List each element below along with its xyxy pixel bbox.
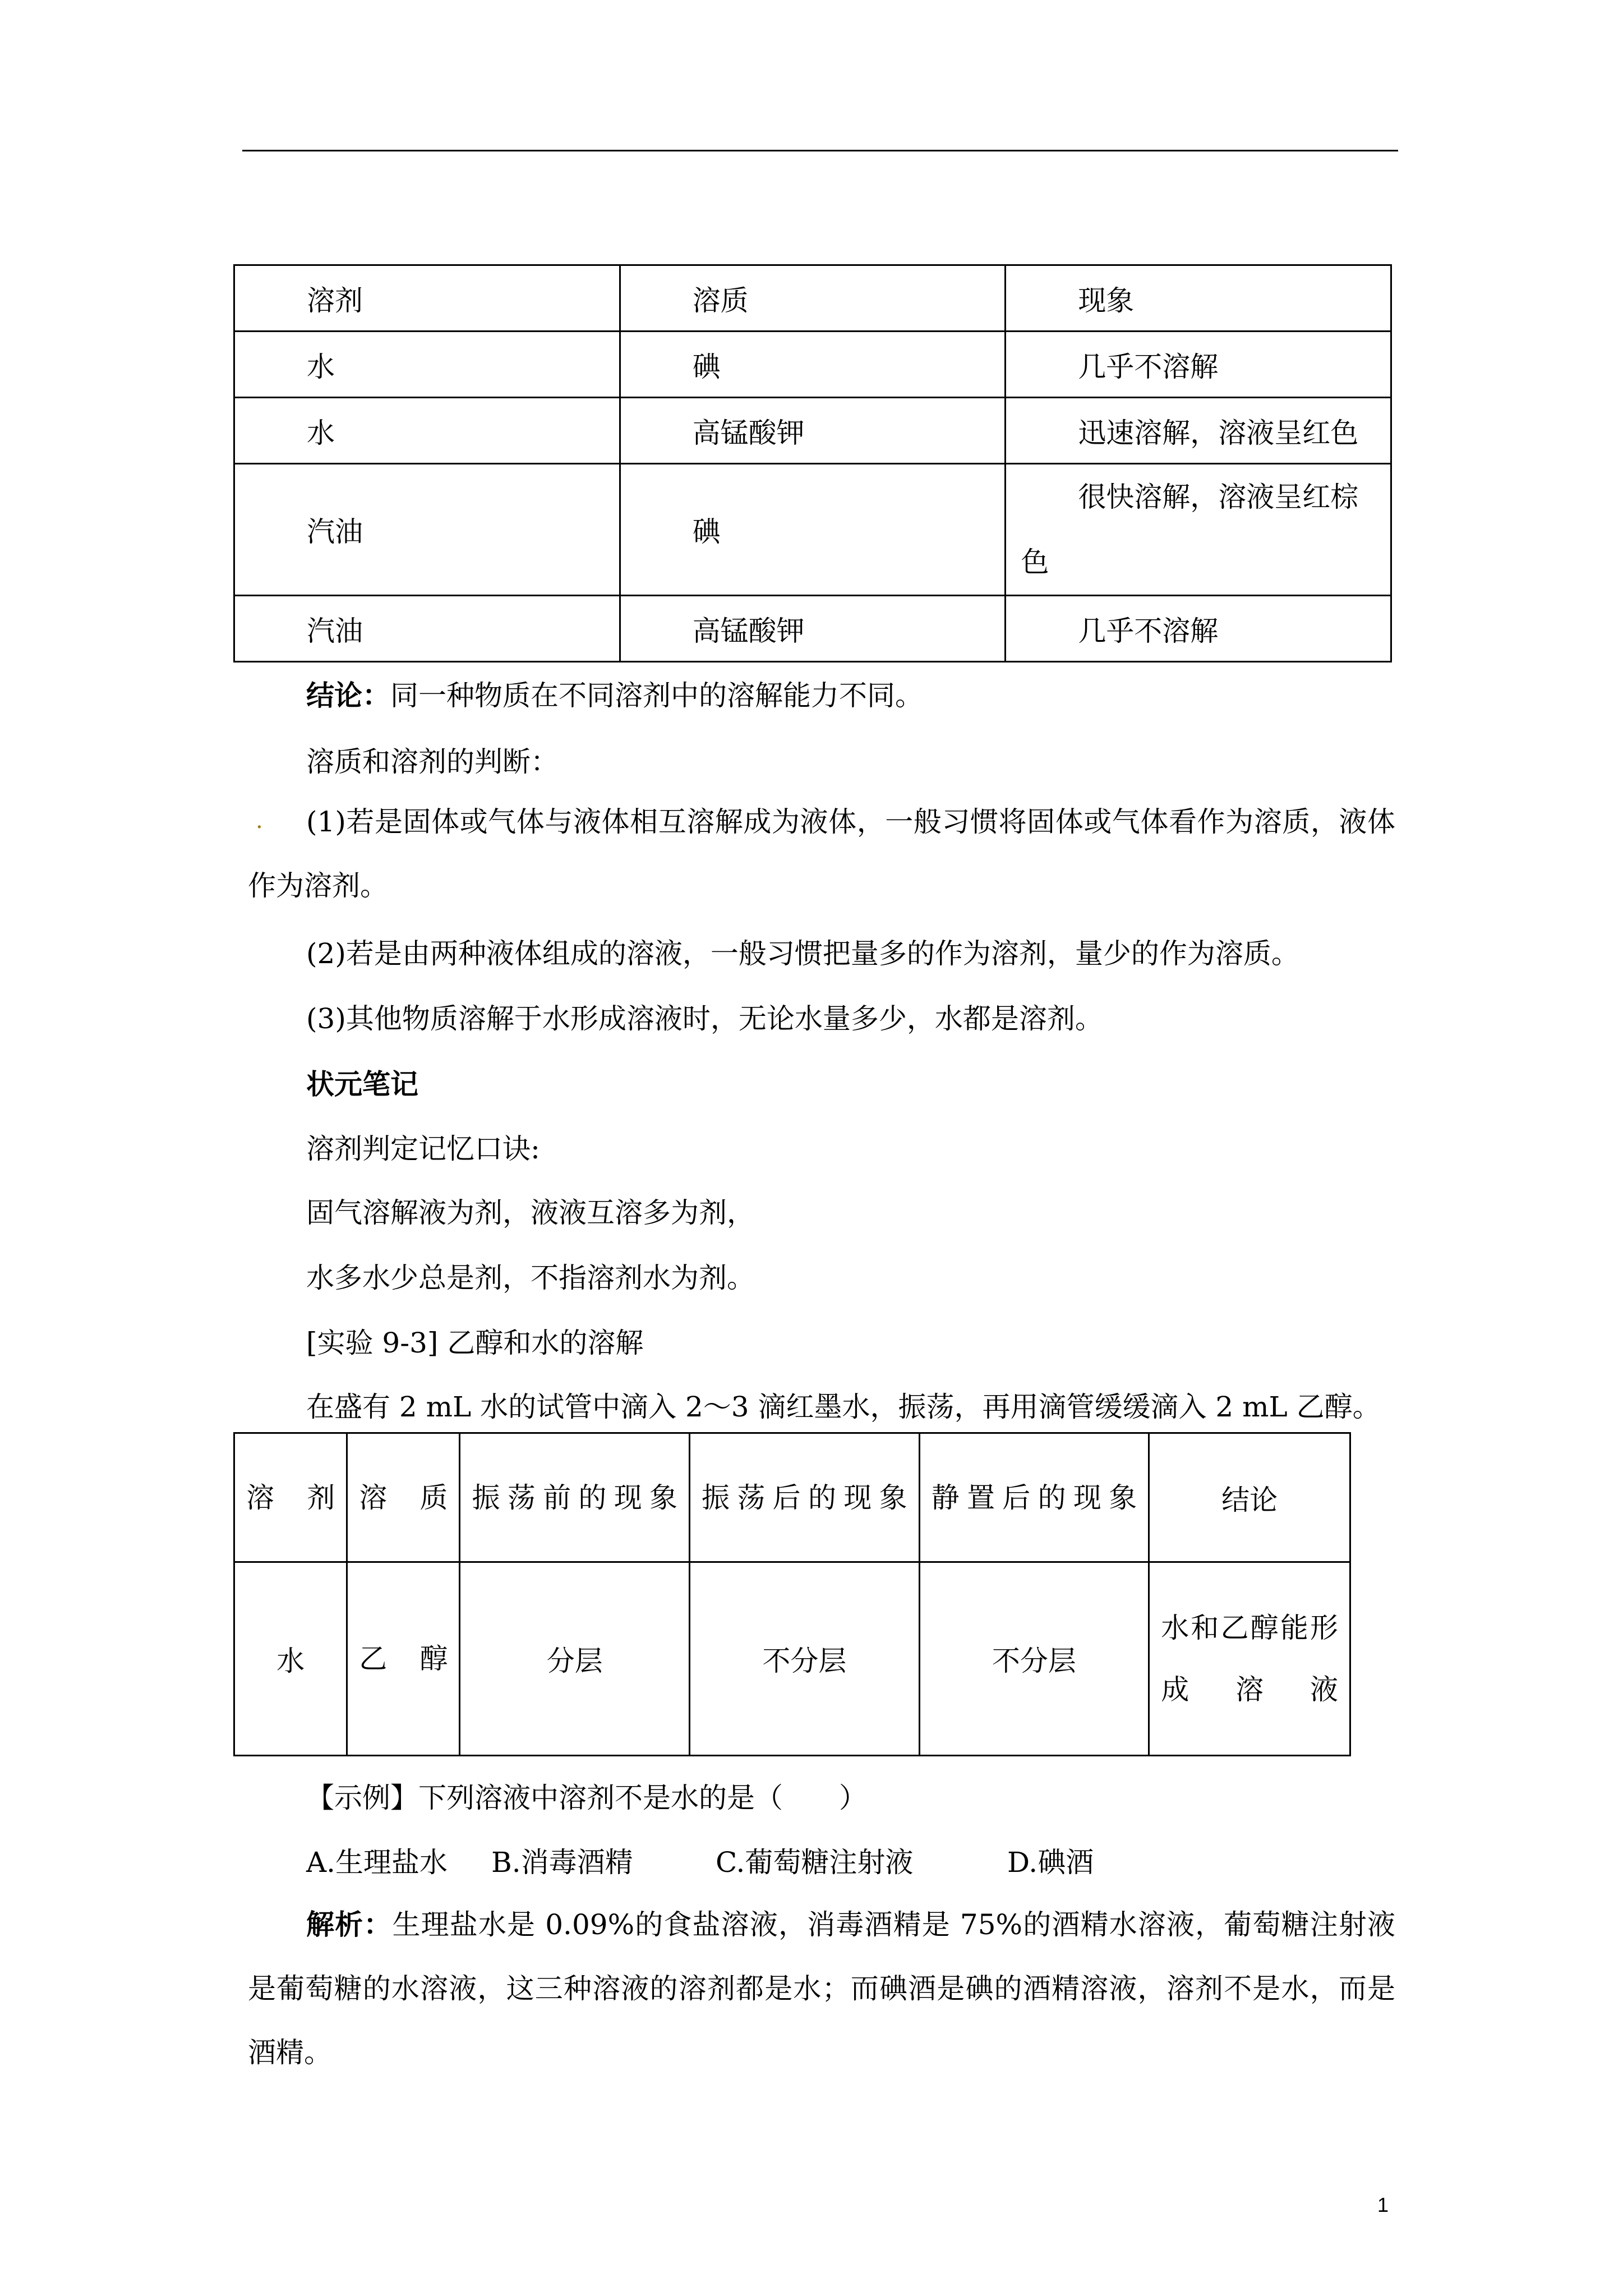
option-c: C.葡萄糖注射液 <box>716 1846 914 1879</box>
table-cell: 高锰酸钾 <box>620 596 1006 662</box>
judgement-title: 溶质和溶剂的判断： <box>306 746 559 778</box>
table-header-cell: 溶剂 <box>234 265 620 332</box>
table-cell: 水 <box>234 1562 347 1756</box>
wrapped-line: 很快溶解，溶液呈红棕 <box>1078 481 1359 513</box>
conclusion-label: 结论： <box>306 679 390 712</box>
option-b: B.消毒酒精 <box>491 1846 633 1879</box>
table-cell: 汽油 <box>234 596 620 662</box>
table-cell: 几乎不溶解 <box>1006 596 1391 662</box>
analysis <box>248 1893 1395 2085</box>
experiment-title: [实验 9-3] 乙醇和水的溶解 <box>306 1327 644 1359</box>
option-a: A.生理盐水 <box>306 1846 448 1879</box>
mnemonic-title: 溶剂判定记忆口诀: <box>306 1133 540 1165</box>
table-header-cell: 溶剂 <box>234 1433 347 1562</box>
solubility-table <box>233 264 1392 662</box>
example-question: 【示例】下列溶液中溶剂不是水的是（ ） <box>306 1782 867 1814</box>
experiment-description: 在盛有 2 mL 水的试管中滴入 2～3 滴红墨水，振荡，再用滴管缓缓滴入 2 mL 乙醇。 <box>306 1391 1381 1423</box>
table-cell: 不分层 <box>690 1562 920 1756</box>
rule-3: (3)其他物质溶解于水形成溶液时，无论水量多少，水都是溶剂。 <box>306 1002 1103 1035</box>
table-row <box>234 464 1391 596</box>
table-cell: 碘 <box>620 464 1006 596</box>
table-cell: 汽油 <box>234 464 620 596</box>
mnemonic-line-2: 水多水少总是剂，不指溶剂水为剂。 <box>306 1262 755 1294</box>
page-number: 1 <box>1377 2193 1389 2216</box>
rule-2: (2)若是由两种液体组成的溶液，一般习惯把量多的作为溶剂，量少的作为溶质。 <box>306 937 1299 970</box>
table-header-cell: 振荡后的现象 <box>690 1433 920 1562</box>
header-rule <box>242 150 1398 151</box>
table-header-row <box>234 1433 1350 1562</box>
table-cell: 不分层 <box>919 1562 1149 1756</box>
stray-mark: . <box>256 808 263 834</box>
table-header-cell: 结论 <box>1149 1433 1350 1562</box>
table-header-cell: 静置后的现象 <box>919 1433 1149 1562</box>
wrapped-line: 色 <box>1021 546 1049 578</box>
table-header-row <box>234 265 1391 332</box>
table-header-cell: 现象 <box>1006 265 1391 332</box>
table-row <box>234 1562 1350 1756</box>
rule-1: (1)若是固体或气体与液体相互溶解成为液体，一般习惯将固体或气体看作为溶质，液体作为溶剂。 <box>248 806 1395 902</box>
conclusion <box>306 673 923 714</box>
table-row <box>234 596 1391 662</box>
table-cell: 碘 <box>620 332 1006 398</box>
table-cell: 分层 <box>460 1562 690 1756</box>
example-options <box>306 1840 1094 1880</box>
table-header-cell: 溶质 <box>347 1433 460 1562</box>
table-cell: 水和乙醇能形成溶液 <box>1149 1562 1350 1756</box>
analysis-label: 解析： <box>306 1908 393 1941</box>
table-cell: 水 <box>234 398 620 464</box>
table-cell: 迅速溶解，溶液呈红色 <box>1006 398 1391 464</box>
mnemonic-line-1: 固气溶解液为剂，液液互溶多为剂， <box>306 1197 755 1229</box>
table-cell: 高锰酸钾 <box>620 398 1006 464</box>
table-cell: 几乎不溶解 <box>1006 332 1391 398</box>
table-row <box>234 398 1391 464</box>
table-cell: 乙醇 <box>347 1562 460 1756</box>
table-cell-wrapped <box>1006 464 1391 596</box>
table-header-cell: 振荡前的现象 <box>460 1433 690 1562</box>
option-d: D.碘酒 <box>1007 1846 1094 1879</box>
table-header-cell: 溶质 <box>620 265 1006 332</box>
analysis-text: 生理盐水是 0.09%的食盐溶液，消毒酒精是 75%的酒精水溶液，葡萄糖注射液是葡萄糖的水溶液，这三种溶液的溶剂都是水；而碘酒是碘的酒精溶液，溶剂不是水，而是酒精。 <box>248 1908 1395 2069</box>
table-cell: 水 <box>234 332 620 398</box>
table-row <box>234 332 1391 398</box>
conclusion-text: 同一种物质在不同溶剂中的溶解能力不同。 <box>390 679 923 712</box>
ethanol-water-table <box>233 1432 1351 1756</box>
notes-title: 状元笔记 <box>306 1068 418 1101</box>
